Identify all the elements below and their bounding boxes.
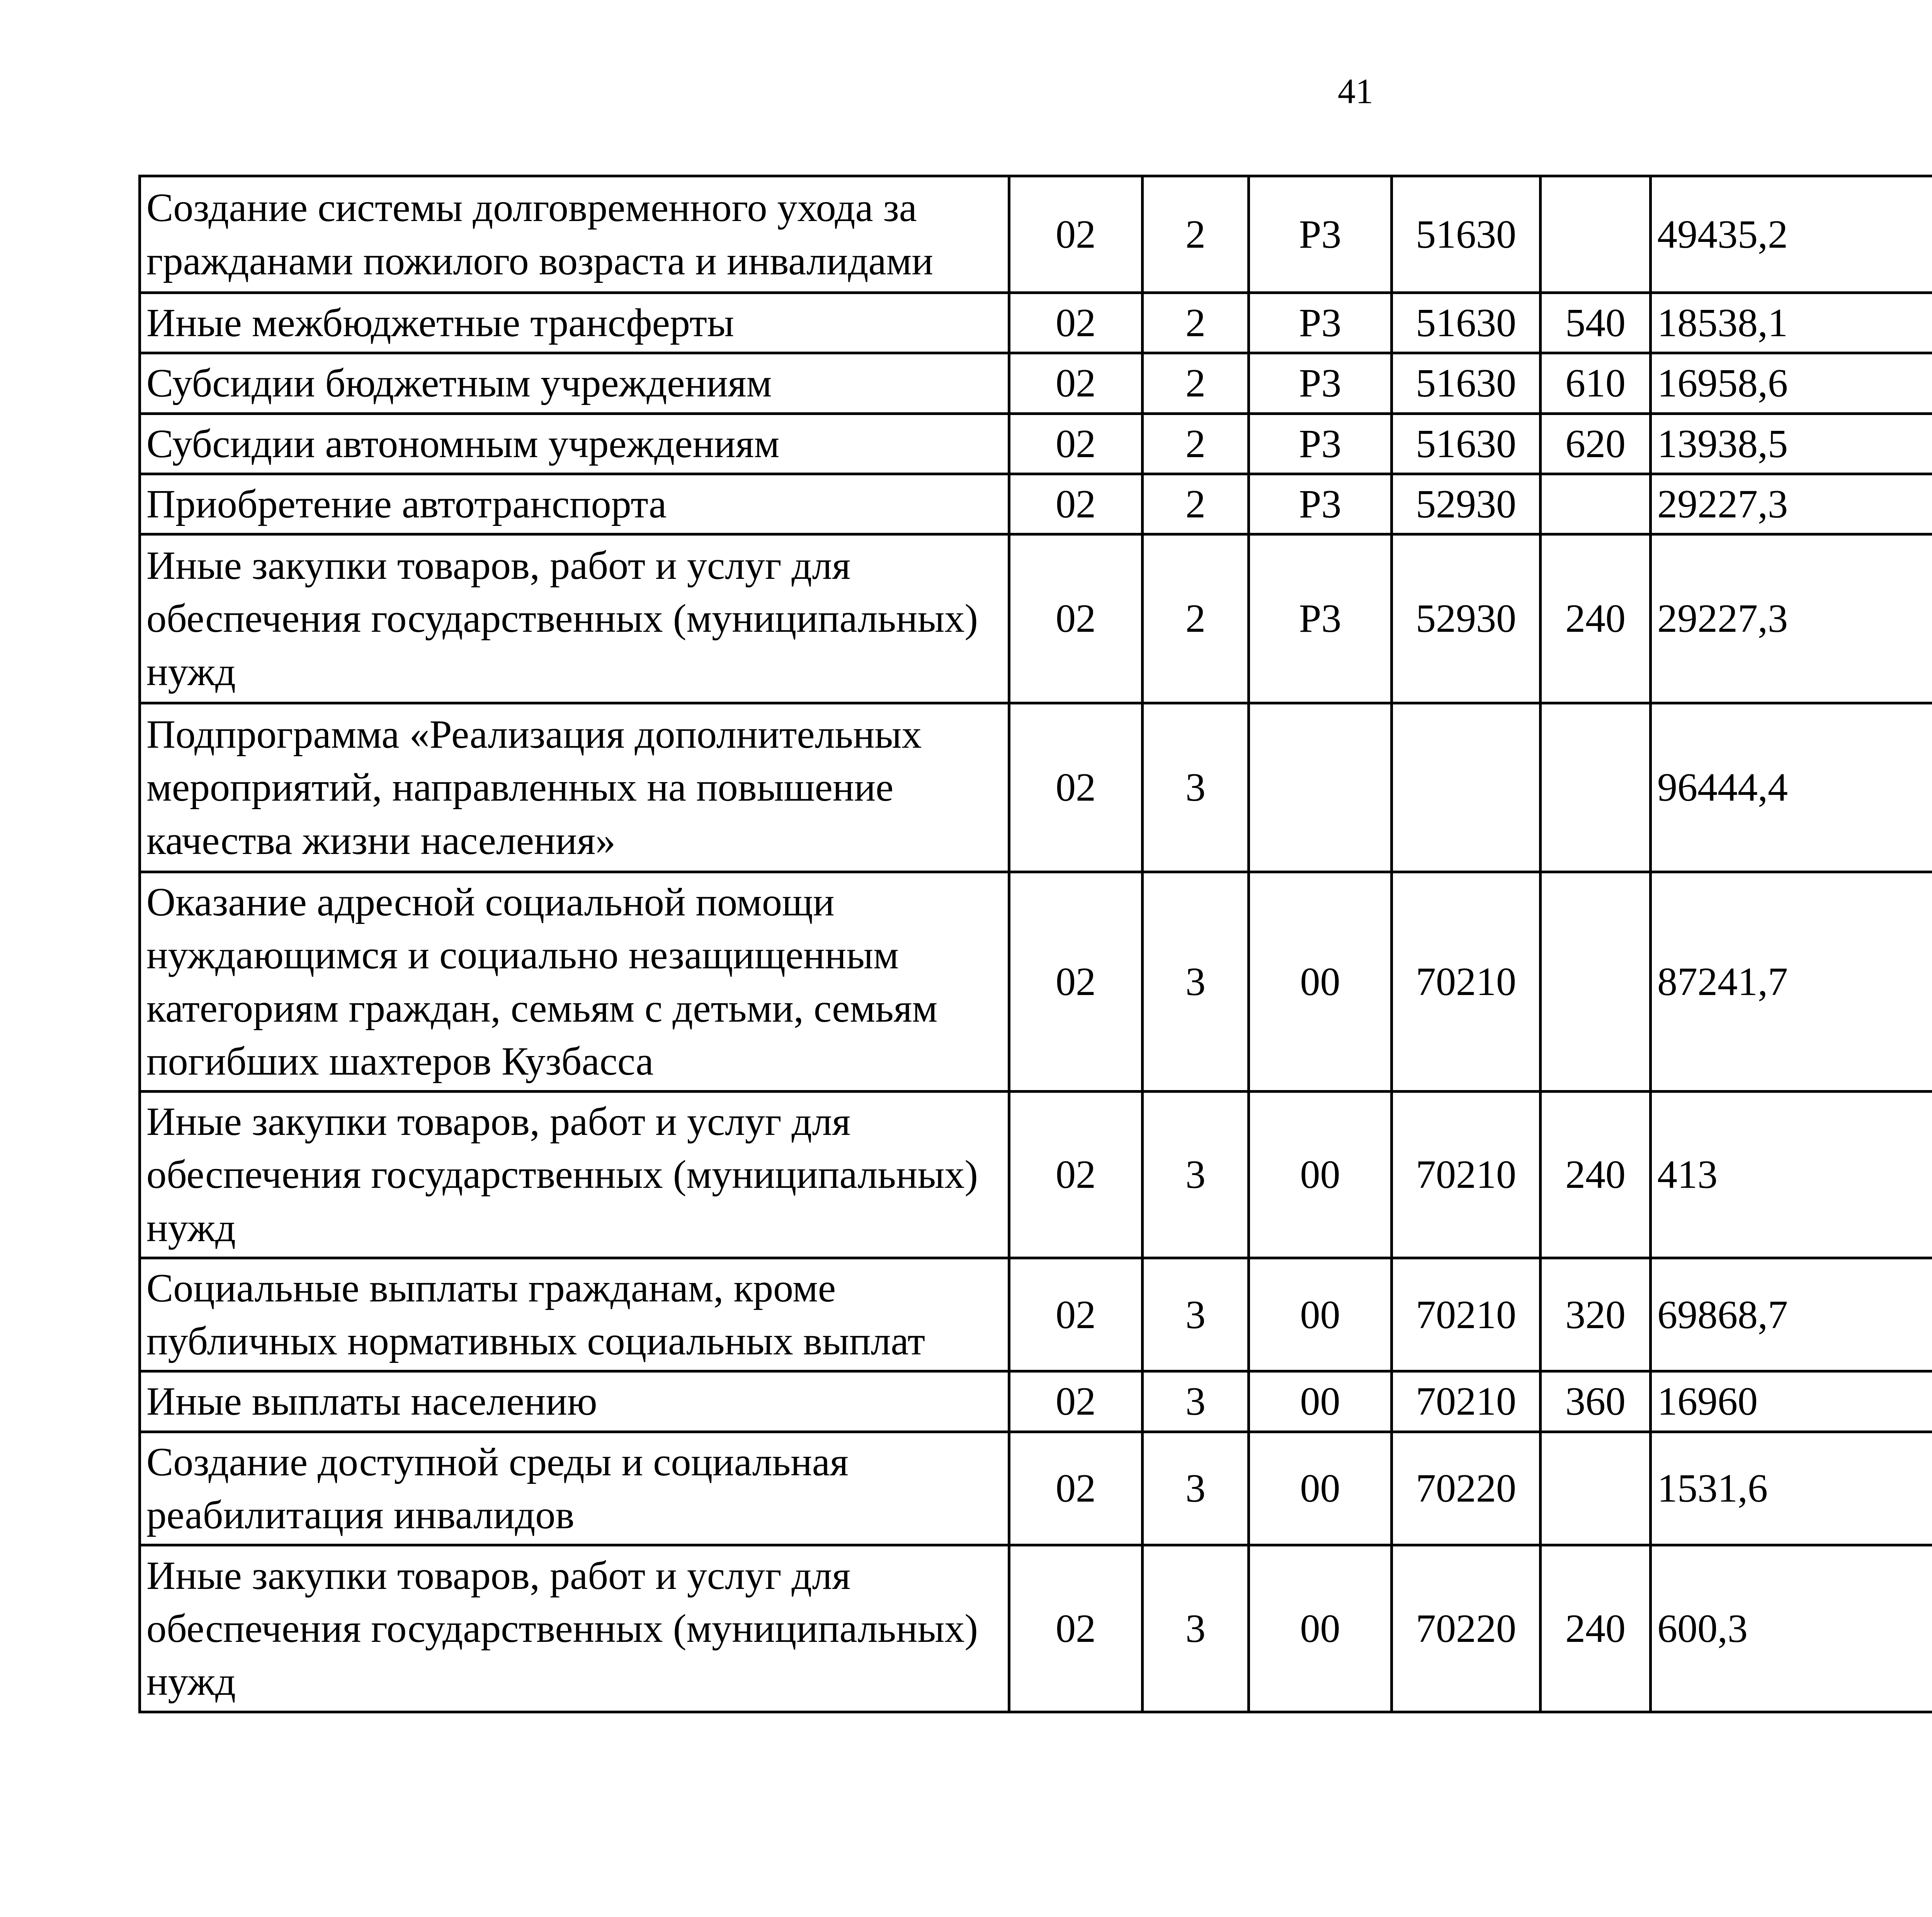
subprogram-code: 3 <box>1143 703 1249 872</box>
expense-type-code: 320 <box>1541 1258 1651 1371</box>
row-name: Иные закупки товаров, работ и услуг для обеспечения государственных (муниципальных) нужд <box>140 1545 1009 1712</box>
amount-year-1: 16958,6 <box>1651 353 1932 413</box>
article-code: 51630 <box>1392 176 1541 293</box>
row-name: Субсидии бюджетным учреждениям <box>140 353 1009 413</box>
subprogram-code: 3 <box>1143 1545 1249 1712</box>
subprogram-code: 3 <box>1143 1432 1249 1545</box>
article-code: 70210 <box>1392 1371 1541 1432</box>
article-code: 51630 <box>1392 353 1541 413</box>
expense-type-code <box>1541 703 1651 872</box>
subprogram-code: 3 <box>1143 1258 1249 1371</box>
section-code: 02 <box>1009 474 1143 534</box>
amount-year-1: 600,3 <box>1651 1545 1932 1712</box>
section-code: 02 <box>1009 1092 1143 1258</box>
section-code: 02 <box>1009 413 1143 474</box>
table-row <box>140 474 1932 534</box>
article-code: 70210 <box>1392 1258 1541 1371</box>
row-name: Подпрограмма «Реализация дополнительных мероприятий, направленных на повышение качества жизни населения» <box>140 703 1009 872</box>
article-code: 51630 <box>1392 413 1541 474</box>
subprogram-code: 3 <box>1143 872 1249 1092</box>
amount-year-1: 69868,7 <box>1651 1258 1932 1371</box>
table-row <box>140 176 1932 293</box>
subprogram-code: 2 <box>1143 293 1249 353</box>
subprogram-code: 2 <box>1143 413 1249 474</box>
amount-year-1: 87241,7 <box>1651 872 1932 1092</box>
direction-code: Р3 <box>1249 474 1392 534</box>
article-code <box>1392 703 1541 872</box>
expense-type-code: 610 <box>1541 353 1651 413</box>
direction-code: Р3 <box>1249 176 1392 293</box>
expense-type-code: 620 <box>1541 413 1651 474</box>
direction-code <box>1249 703 1392 872</box>
section-code: 02 <box>1009 872 1143 1092</box>
table-row <box>140 353 1932 413</box>
expense-type-code: 240 <box>1541 534 1651 703</box>
row-name: Иные межбюджетные трансферты <box>140 293 1009 353</box>
table-row <box>140 534 1932 703</box>
section-code: 02 <box>1009 293 1143 353</box>
subprogram-code: 2 <box>1143 353 1249 413</box>
section-code: 02 <box>1009 353 1143 413</box>
expense-type-code <box>1541 1432 1651 1545</box>
amount-year-1: 13938,5 <box>1651 413 1932 474</box>
amount-year-1: 29227,3 <box>1651 534 1932 703</box>
row-name: Субсидии автономным учреждениям <box>140 413 1009 474</box>
article-code: 51630 <box>1392 293 1541 353</box>
row-name: Создание системы долговременного ухода за гражданами пожилого возраста и инвалидами <box>140 176 1009 293</box>
direction-code: 00 <box>1249 872 1392 1092</box>
section-code: 02 <box>1009 1432 1143 1545</box>
article-code: 70210 <box>1392 1092 1541 1258</box>
direction-code: 00 <box>1249 1092 1392 1258</box>
section-code: 02 <box>1009 176 1143 293</box>
table-row <box>140 1432 1932 1545</box>
amount-year-1: 1531,6 <box>1651 1432 1932 1545</box>
amount-year-1: 29227,3 <box>1651 474 1932 534</box>
row-name: Приобретение автотранспорта <box>140 474 1009 534</box>
table-row <box>140 293 1932 353</box>
section-code: 02 <box>1009 534 1143 703</box>
direction-code: 00 <box>1249 1371 1392 1432</box>
subprogram-code: 3 <box>1143 1371 1249 1432</box>
direction-code: 00 <box>1249 1432 1392 1545</box>
row-name: Социальные выплаты гражданам, кроме публичных нормативных социальных выплат <box>140 1258 1009 1371</box>
section-code: 02 <box>1009 1258 1143 1371</box>
expense-type-code: 240 <box>1541 1092 1651 1258</box>
subprogram-code: 2 <box>1143 474 1249 534</box>
table-row <box>140 1258 1932 1371</box>
amount-year-1: 18538,1 <box>1651 293 1932 353</box>
direction-code: 00 <box>1249 1258 1392 1371</box>
direction-code: Р3 <box>1249 413 1392 474</box>
row-name: Оказание адресной социальной помощи нуждающимся и социально незащищенным категориям граждан, семьям с детьми, семьям погибших шахтеров Кузбасса <box>140 872 1009 1092</box>
subprogram-code: 2 <box>1143 534 1249 703</box>
direction-code: 00 <box>1249 1545 1392 1712</box>
article-code: 70220 <box>1392 1432 1541 1545</box>
expense-type-code: 360 <box>1541 1371 1651 1432</box>
section-code: 02 <box>1009 1371 1143 1432</box>
section-code: 02 <box>1009 1545 1143 1712</box>
article-code: 70220 <box>1392 1545 1541 1712</box>
subprogram-code: 3 <box>1143 1092 1249 1258</box>
article-code: 52930 <box>1392 534 1541 703</box>
expense-type-code <box>1541 872 1651 1092</box>
direction-code: Р3 <box>1249 534 1392 703</box>
page-number: 41 <box>1338 71 1373 111</box>
section-code: 02 <box>1009 703 1143 872</box>
row-name: Создание доступной среды и социальная реабилитация инвалидов <box>140 1432 1009 1545</box>
row-name: Иные закупки товаров, работ и услуг для обеспечения государственных (муниципальных) нужд <box>140 534 1009 703</box>
direction-code: Р3 <box>1249 293 1392 353</box>
direction-code: Р3 <box>1249 353 1392 413</box>
row-name: Иные закупки товаров, работ и услуг для обеспечения государственных (муниципальных) нужд <box>140 1092 1009 1258</box>
article-code: 70210 <box>1392 872 1541 1092</box>
amount-year-1: 413 <box>1651 1092 1932 1258</box>
subprogram-code: 2 <box>1143 176 1249 293</box>
table-row <box>140 872 1932 1092</box>
amount-year-1: 49435,2 <box>1651 176 1932 293</box>
expense-type-code <box>1541 176 1651 293</box>
table-row <box>140 1092 1932 1258</box>
amount-year-1: 16960 <box>1651 1371 1932 1432</box>
table-row <box>140 703 1932 872</box>
expense-type-code: 240 <box>1541 1545 1651 1712</box>
table-row <box>140 1545 1932 1712</box>
table-row <box>140 1371 1932 1432</box>
expense-type-code <box>1541 474 1651 534</box>
row-name: Иные выплаты населению <box>140 1371 1009 1432</box>
article-code: 52930 <box>1392 474 1541 534</box>
expense-type-code: 540 <box>1541 293 1651 353</box>
budget-table <box>138 175 1932 1713</box>
amount-year-1: 96444,4 <box>1651 703 1932 872</box>
table-body <box>140 176 1932 1712</box>
table-row <box>140 413 1932 474</box>
